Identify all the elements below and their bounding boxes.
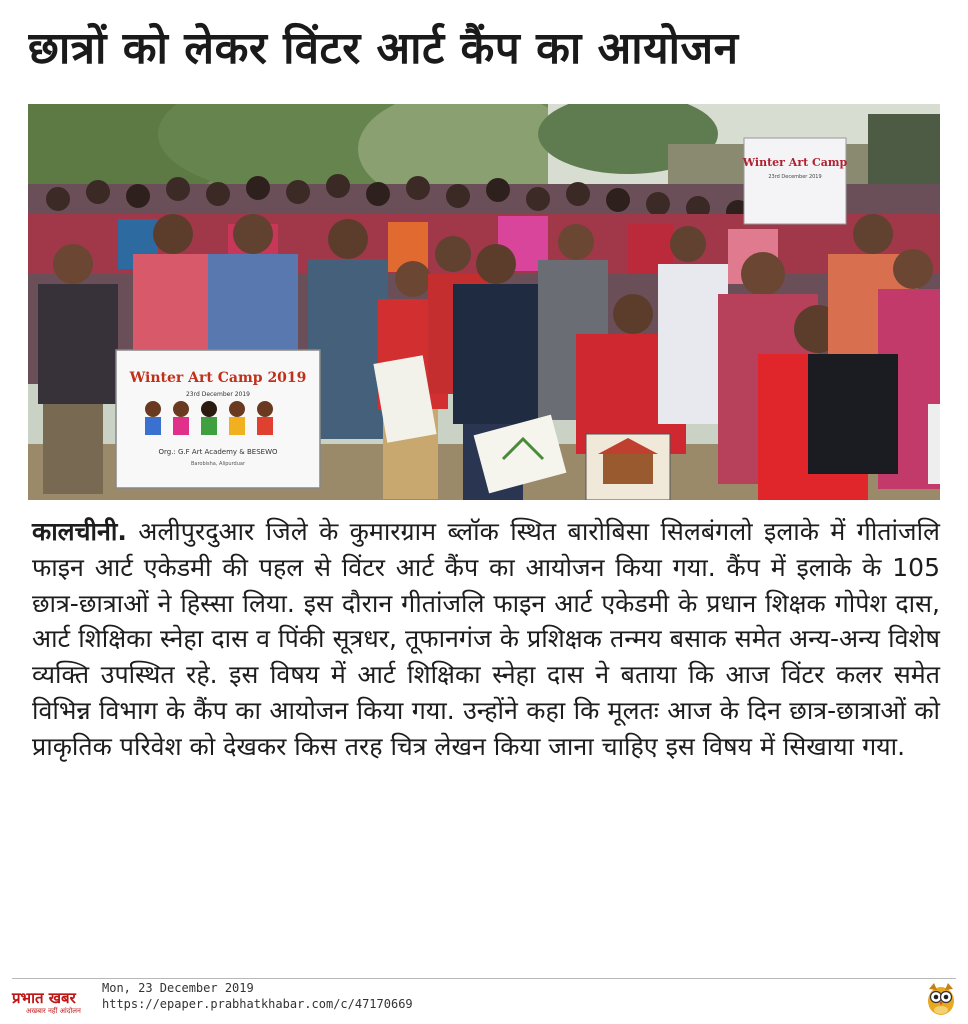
banner-org: Org.: G.F Art Academy & BESEWO <box>158 448 278 456</box>
news-photo-illustration <box>28 104 940 500</box>
banner-place: Barobisha, Alipurduar <box>190 461 246 467</box>
logo-text: प्रभात खबर <box>12 989 76 1007</box>
epaper-footer <box>12 980 956 1020</box>
sign-title: Winter Art Camp <box>742 156 848 169</box>
article-dateline: कालचीनी. <box>32 517 127 546</box>
epaper-link[interactable]: https://epaper.prabhatkhabar.com/c/47170669 <box>102 997 413 1011</box>
publish-date: Mon, 23 December 2019 <box>102 981 254 995</box>
footer-divider <box>12 978 956 979</box>
banner-title: Winter Art Camp 2019 <box>129 370 307 386</box>
news-photo <box>28 104 940 500</box>
prabhat-khabar-logo[interactable] <box>12 988 100 1016</box>
article-body <box>32 514 940 765</box>
article-text: अलीपुरदुआर जिले के कुमारग्राम ब्लॉक स्थित बारोबिसा सिलबंगलो इलाके में गीतांजलि फाइन आर्ट एकेडमी की पहल से विंटर आर्ट कैंप का आयोजन किया गया. कैंप में इलाके के 105 छात्र-छात्राओं ने हिस्सा लिया. इस दौरान गीतांजलि फाइन आर्ट एकेडमी के प्रधान शिक्षक गोपेश दास, आर्ट शिक्षिका स्नेहा दास व पिंकी सूत्रधर, तूफानगंज के प्रशिक्षक तन्मय बसाक समेत अन्य-अन्य विशेष व्यक्ति उपस्थित रहे. इस विषय में आर्ट शिक्षिका स्नेहा दास ने बताया कि आज विंटर कलर समेत विभिन्न विभाग के कैंप का आयोजन किया गया. उन्होंने कहा कि मूलतः आज के दिन छात्र-छात्राओं को प्राकृतिक परिवेश को देखकर किस तरह चित्र लेखन किया जाना चाहिए इस विषय में सिखाया गया. <box>32 517 940 761</box>
sign-date: 23rd December 2019 <box>768 174 822 180</box>
logo-tagline: अखबार नहीं आंदोलन <box>26 1007 81 1015</box>
headline: छात्रों को लेकर विंटर आर्ट कैंप का आयोजन <box>28 23 739 74</box>
owl-icon[interactable] <box>926 982 956 1016</box>
banner-date: 23rd December 2019 <box>185 391 251 398</box>
